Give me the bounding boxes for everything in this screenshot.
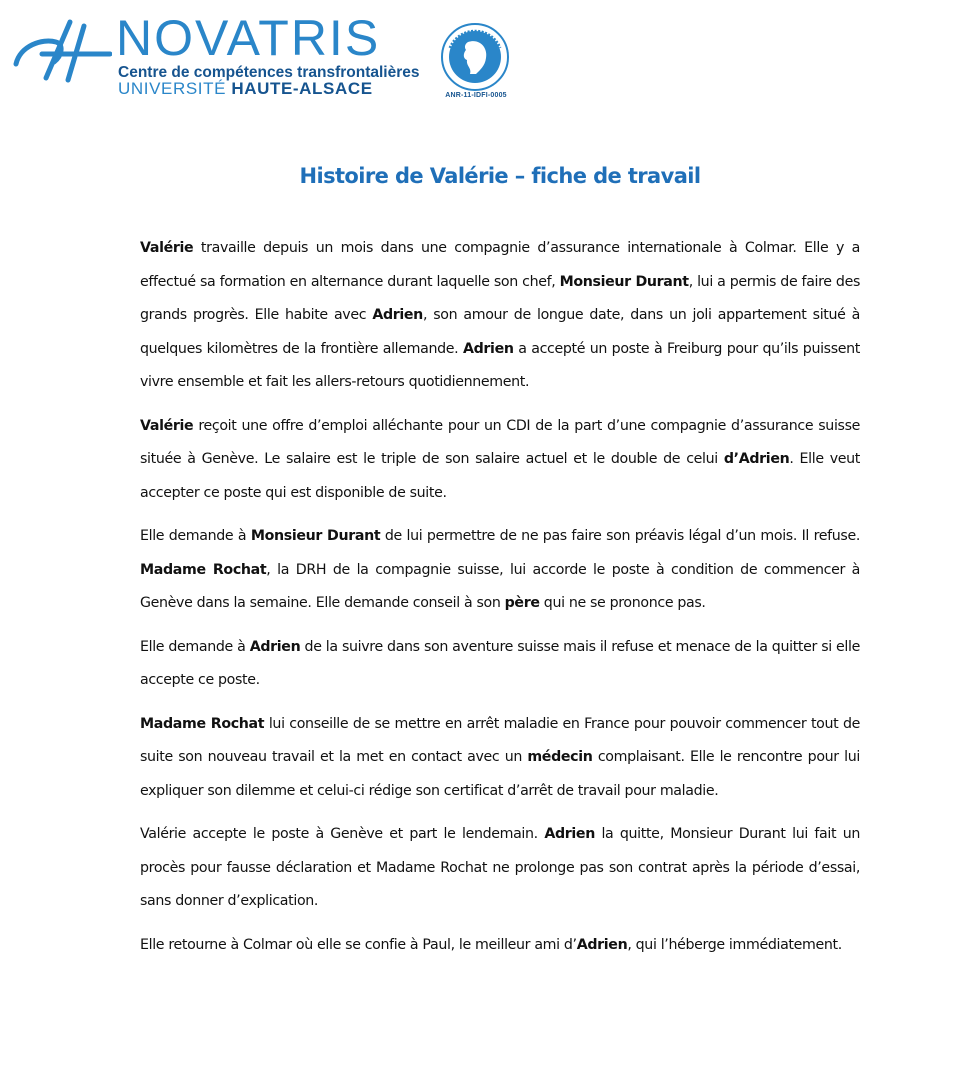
character-name: Valérie bbox=[140, 417, 194, 434]
story-text bbox=[140, 232, 860, 972]
character-name: Monsieur Durant bbox=[250, 528, 381, 544]
character-name: Adrien bbox=[462, 340, 514, 357]
text-run: complaisant. Elle le rencontre pour lui expliquer son dilemme et celui-ci rédige son certificat d’arrêt de travail pour maladie. bbox=[140, 749, 860, 799]
character-name: médecin bbox=[527, 749, 593, 765]
story-paragraph bbox=[140, 410, 860, 511]
text-run: travaille depuis un mois dans une compagnie d’assurance internationale à Colmar. Elle y a effectué sa formation en alternance durant laquelle son chef, bbox=[140, 240, 860, 290]
text-run: Valérie accepte le poste à Genève et part le lendemain. bbox=[140, 826, 545, 842]
text-run: . Elle veut accepter ce poste qui est disponible de suite. bbox=[140, 451, 861, 501]
text-run: , son amour de longue date, dans un joli appartement situé à quelques kilomètres de la frontière allemande. bbox=[140, 307, 860, 357]
text-run: Elle demande à bbox=[140, 528, 251, 544]
university-part-1: UNIVERSITÉ bbox=[118, 79, 227, 98]
text-run: reçoit une offre d’emploi alléchante pour un CDI de la part d’une compagnie d’assurance suisse située à Genève. Le salaire est le triple de son salaire actuel et le double de celui bbox=[140, 417, 860, 467]
story-paragraph bbox=[140, 818, 860, 919]
story-paragraph bbox=[140, 708, 860, 809]
text-run: lui conseille de se mettre en arrêt maladie en France pour pouvoir commencer tout de suite son nouveau travail et la met en contact avec un bbox=[140, 715, 860, 765]
character-name: Adrien bbox=[372, 307, 423, 323]
story-paragraph bbox=[140, 232, 860, 400]
novatris-logo-icon bbox=[12, 16, 112, 86]
character-name: Monsieur Durant bbox=[559, 273, 689, 290]
text-run: qui ne se prononce pas. bbox=[539, 595, 706, 611]
text-run: Elle demande à bbox=[140, 638, 250, 655]
seal-code: ANR-11-IDFI-0005 bbox=[445, 92, 507, 99]
brand-subtitle: Centre de compétences transfrontalières bbox=[118, 64, 420, 81]
character-name: Adrien bbox=[544, 826, 595, 842]
character-name: Valérie bbox=[140, 240, 194, 256]
character-name: père bbox=[504, 595, 540, 611]
text-run: , lui a permis de faire des grands progrès. Elle habite avec bbox=[140, 273, 860, 323]
story-paragraph bbox=[140, 520, 860, 621]
character-name: Adrien bbox=[576, 936, 628, 953]
page-title: Histoire de Valérie – fiche de travail bbox=[299, 164, 701, 188]
character-name: Madame Rochat bbox=[140, 715, 265, 732]
text-run: la quitte, Monsieur Durant lui fait un procès pour fausse déclaration et Madame Rochat ne prolonge pas son contrat après la période d’essai, sans donner d’explication. bbox=[140, 826, 860, 909]
character-name: d’Adrien bbox=[723, 451, 790, 467]
text-run: , la DRH de la compagnie suisse, lui accorde le poste à condition de commencer à Genève dans la semaine. Elle demande conseil à son bbox=[140, 561, 860, 611]
text-run: de lui permettre de ne pas faire son préavis légal d’un mois. Il refuse. bbox=[380, 528, 860, 544]
document-header bbox=[0, 0, 965, 120]
text-run: a accepté un poste à Freiburg pour qu’ils puissent vivre ensemble et fait les allers-retours quotidiennement. bbox=[140, 340, 860, 390]
character-name: Adrien bbox=[249, 638, 301, 655]
text-run: de la suivre dans son aventure suisse mais il refuse et menace de la quitter si elle accepte ce poste. bbox=[140, 638, 860, 688]
story-paragraph bbox=[140, 631, 860, 698]
character-name: Madame Rochat bbox=[140, 561, 267, 578]
text-run: Elle retourne à Colmar où elle se confie à Paul, le meilleur ami d’ bbox=[140, 936, 577, 953]
brand-name: NOVATRIS bbox=[116, 10, 381, 66]
story-paragraph bbox=[140, 929, 860, 963]
investissements-avenir-seal-icon bbox=[440, 22, 510, 92]
university-part-2: HAUTE-ALSACE bbox=[231, 79, 373, 98]
text-run: , qui l’héberge immédiatement. bbox=[627, 936, 842, 953]
university-name bbox=[118, 80, 373, 98]
